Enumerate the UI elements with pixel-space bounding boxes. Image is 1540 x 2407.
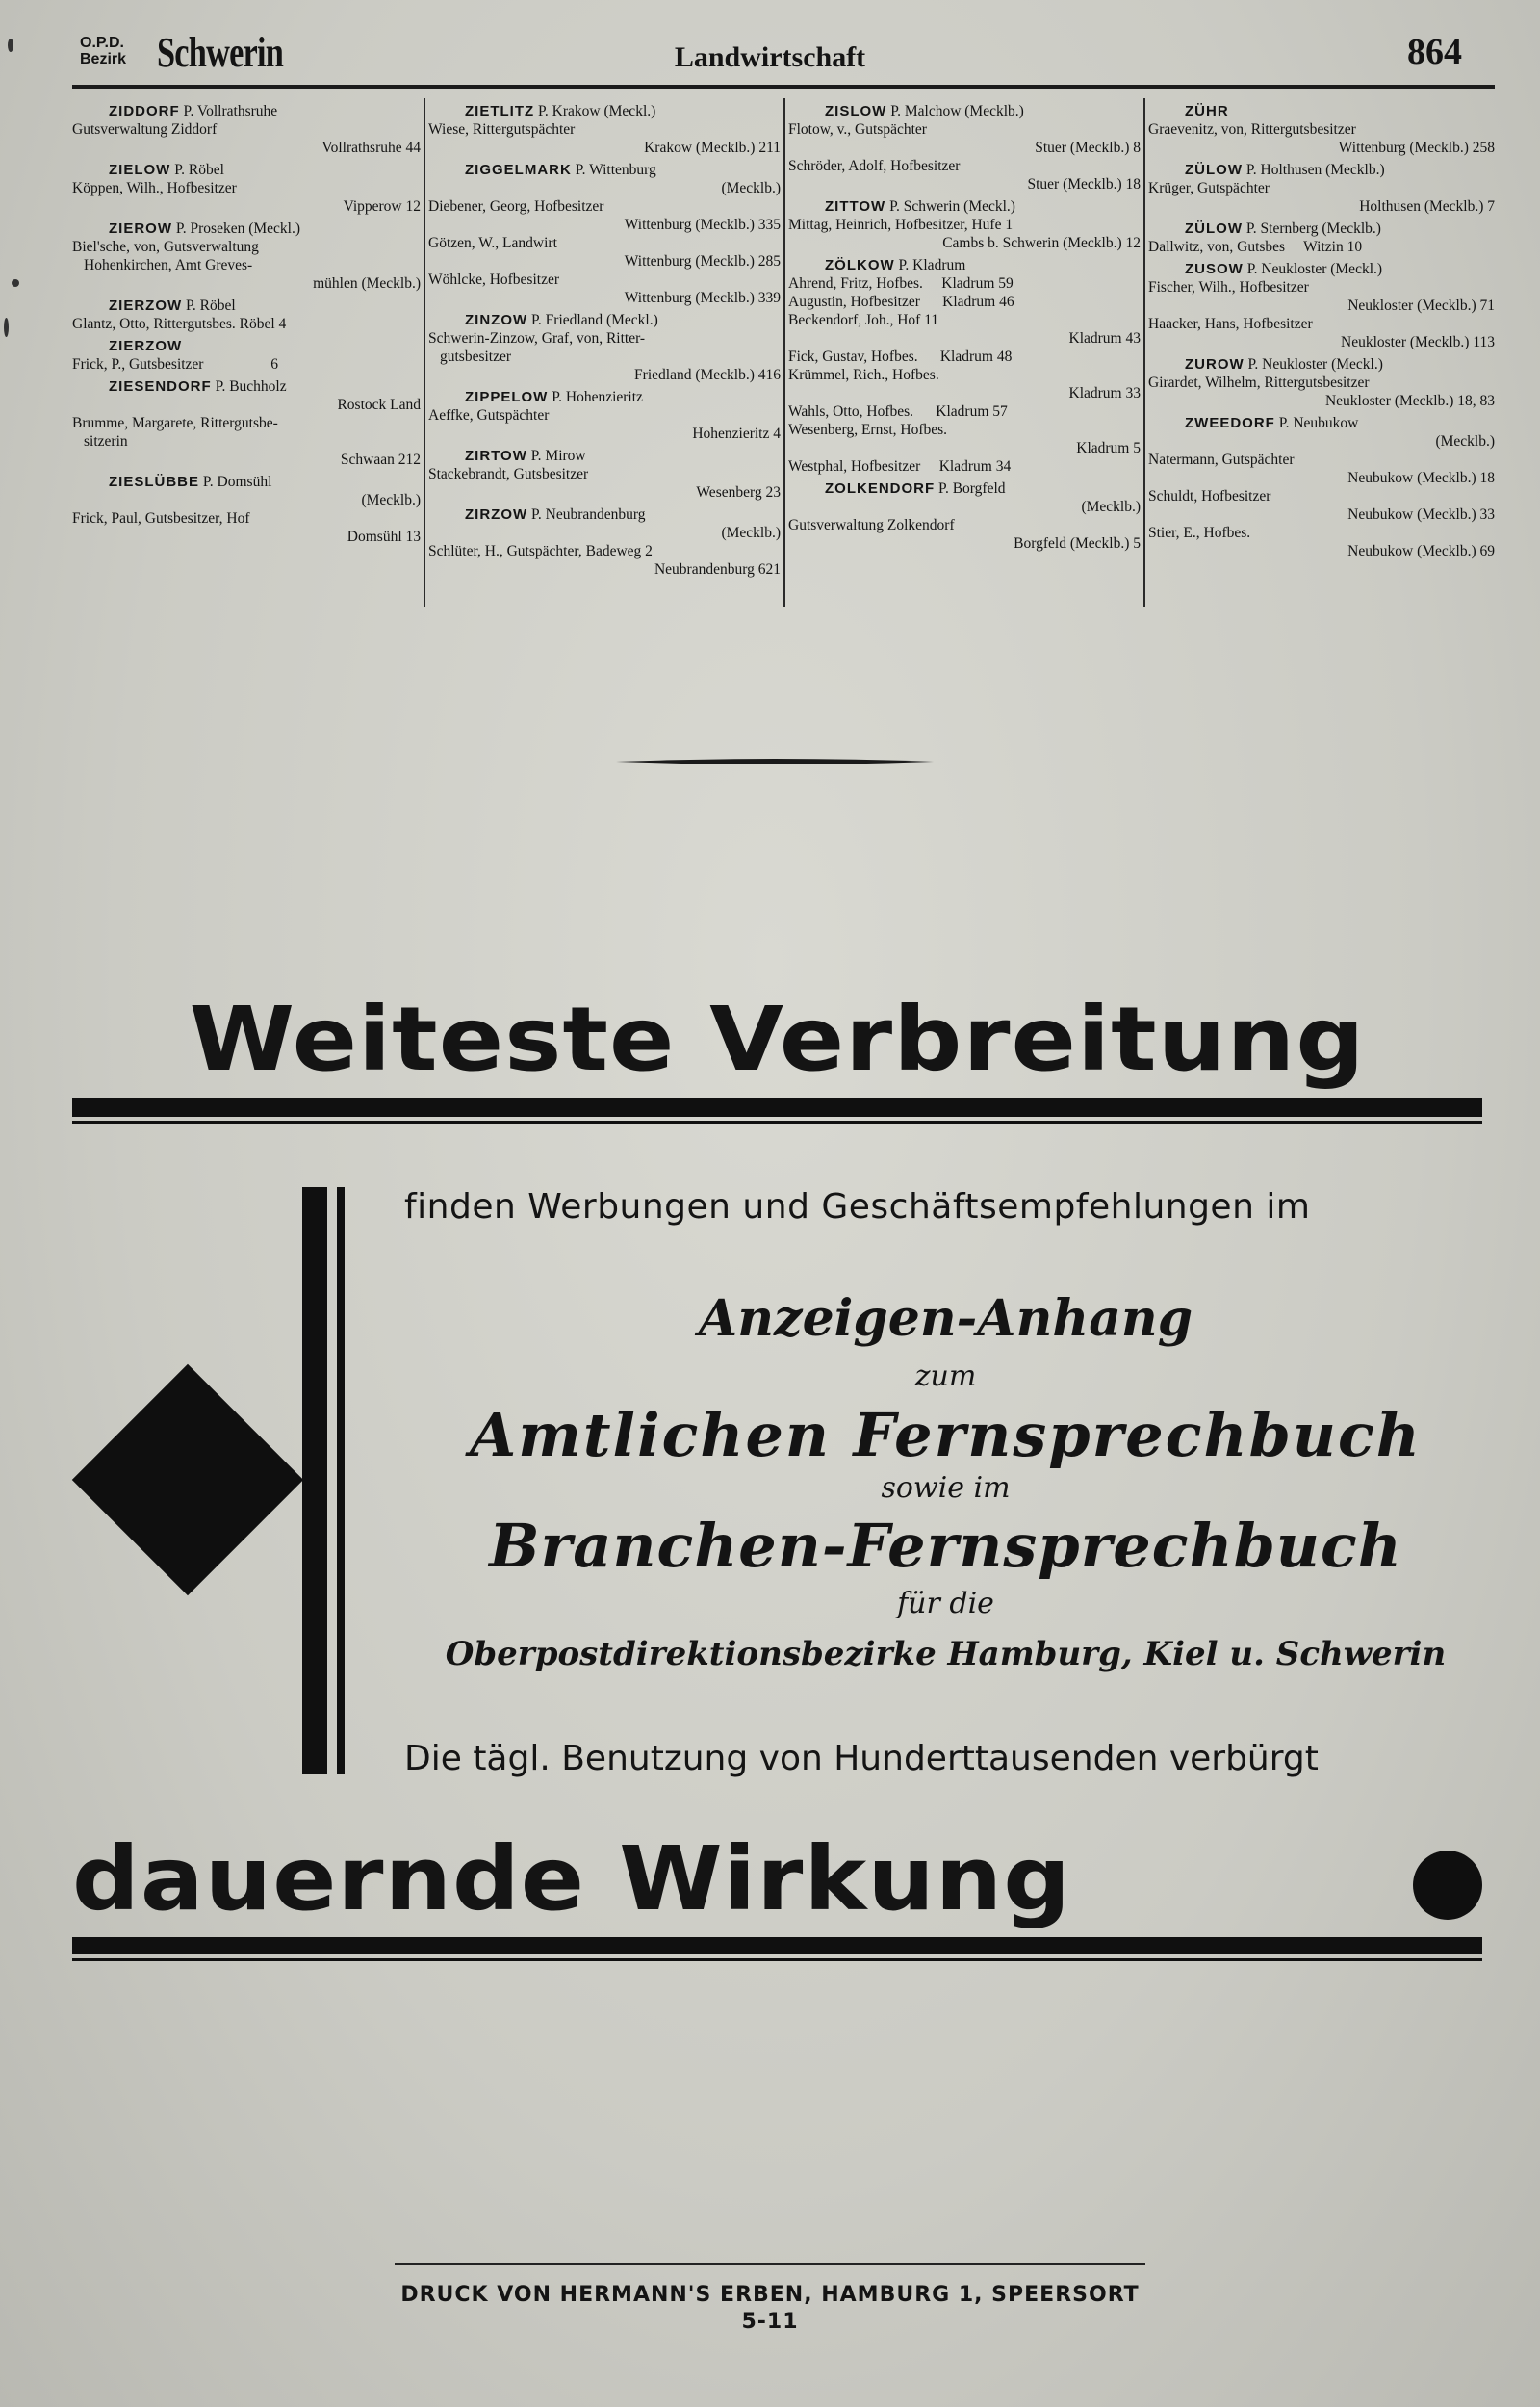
vertical-bar-thick	[302, 1187, 327, 1774]
place-name: ZINZOW	[465, 312, 528, 328]
directory-entry	[1148, 487, 1495, 524]
post-office: P. Vollrathsruhe	[179, 103, 278, 119]
entry-location-number: Kladrum 33	[1068, 385, 1141, 401]
directory-entry	[428, 524, 781, 542]
scan-speck	[4, 318, 9, 337]
place-heading	[1148, 220, 1495, 238]
place-name: ZIPPELOW	[465, 389, 549, 405]
place-heading	[428, 102, 781, 120]
place-name: ZUROW	[1185, 356, 1245, 373]
entry-location-number: Wesenberg 23	[696, 484, 781, 501]
entry-location-number: Neukloster (Mecklb.) 18, 83	[1324, 393, 1495, 409]
entry-location-number: Holthusen (Mecklb.) 7	[1359, 198, 1495, 215]
place-name: ZIETLITZ	[465, 103, 535, 119]
post-office: P. Sternberg (Mecklb.)	[1242, 220, 1381, 237]
place-name: ZIDDORF	[109, 103, 180, 119]
directory-entry	[428, 329, 781, 384]
entry-continuation: sitzerin	[84, 433, 128, 450]
post-office: P. Buchholz	[211, 378, 287, 395]
directory-entry	[788, 457, 1141, 476]
header-rule	[72, 85, 1495, 89]
place-name: ZÜLOW	[1185, 220, 1243, 237]
post-office: P. Neubrandenburg	[527, 506, 646, 523]
entry-name: Flotow, v., Gutspächter	[788, 121, 927, 138]
ad-bar-bottom	[72, 1937, 1482, 1954]
post-office: P. Hohenzieritz	[548, 389, 643, 405]
entry-name: Ahrend, Fritz, Hofbes. Kladrum 59	[788, 275, 1014, 292]
place-name: ZIERZOW	[109, 338, 183, 354]
directory-column	[428, 98, 781, 608]
place-heading	[428, 388, 781, 406]
entry-location-number: Hohenzieritz 4	[692, 426, 781, 442]
diamond-ornament	[72, 1364, 303, 1595]
place-heading	[72, 102, 421, 120]
place-heading	[72, 161, 421, 179]
place-heading	[1148, 355, 1495, 374]
entry-name: Glantz, Otto, Rittergutsbes. Röbel 4	[72, 316, 287, 332]
post-office: P. Mirow	[526, 448, 586, 464]
entry-location-number: Wittenburg (Mecklb.) 258	[1338, 140, 1495, 156]
directory-entry	[1148, 179, 1495, 216]
ad-line-branchen: Branchen-Fernsprechbuch	[489, 1511, 1402, 1581]
directory-entry	[788, 498, 1141, 516]
entry-location-number: Neukloster (Mecklb.) 71	[1348, 298, 1495, 314]
entry-name: Graevenitz, von, Rittergutsbesitzer	[1148, 121, 1356, 138]
entry-location-number: Rostock Land	[337, 397, 421, 413]
entry-name: Fischer, Wilh., Hofbesitzer	[1148, 279, 1309, 296]
ad-line-oberpost: Oberpostdirektionsbezirke Hamburg, Kiel u. Schwerin	[445, 1635, 1447, 1673]
place-name: ZITTOW	[825, 198, 886, 215]
directory-entry	[1148, 238, 1495, 256]
entry-location-number: Schwaan 212	[340, 452, 421, 468]
entry-name: Fick, Gustav, Hofbes. Kladrum 48	[788, 349, 1013, 365]
post-office: P. Borgfeld	[935, 480, 1006, 497]
place-heading	[788, 102, 1141, 120]
entry-name: Wöhlcke, Hofbesitzer	[428, 272, 559, 288]
ad-bar-top	[72, 1098, 1482, 1117]
place-heading	[788, 197, 1141, 216]
entry-name: Augustin, Hofbesitzer Kladrum 46	[788, 294, 1014, 310]
entry-name: Brumme, Margarete, Rittergutsbe-	[72, 415, 278, 431]
entry-name: Haacker, Hans, Hofbesitzer	[1148, 316, 1313, 332]
directory-entry	[788, 421, 1141, 457]
entry-location-number: Neubukow (Mecklb.) 18	[1348, 470, 1495, 486]
place-heading	[72, 377, 421, 396]
place-heading	[428, 311, 781, 329]
entry-location-number: mühlen (Mecklb.)	[313, 275, 421, 292]
entry-name: Götzen, W., Landwirt	[428, 235, 557, 251]
directory-entry	[788, 311, 1141, 348]
entry-location-number: (Mecklb.)	[1081, 499, 1141, 515]
place-name: ZÖLKOW	[825, 257, 895, 273]
ad-bar-bottom-thin	[72, 1958, 1482, 1961]
entry-name: Diebener, Georg, Hofbesitzer	[428, 198, 604, 215]
directory-entry	[788, 402, 1141, 421]
scan-speck	[8, 39, 13, 52]
directory-entry	[72, 396, 421, 414]
bullet-dot	[1413, 1851, 1482, 1920]
place-name: ZIEROW	[109, 220, 172, 237]
place-heading	[788, 479, 1141, 498]
directory-entry	[72, 179, 421, 216]
entry-location-number: Krakow (Mecklb.) 211	[644, 140, 781, 156]
place-heading	[428, 505, 781, 524]
directory-entry	[72, 414, 421, 469]
entry-location-number: Wittenburg (Mecklb.) 285	[624, 253, 781, 270]
place-heading	[428, 447, 781, 465]
directory-entry	[428, 406, 781, 443]
entry-location-number: Friedland (Mecklb.) 416	[634, 367, 781, 383]
entry-name: Wesenberg, Ernst, Hofbes.	[788, 422, 948, 438]
directory-entry	[428, 234, 781, 271]
post-office: P. Krakow (Meckl.)	[534, 103, 656, 119]
place-heading	[72, 220, 421, 238]
place-name: ZWEEDORF	[1185, 415, 1275, 431]
directory-entry	[1148, 120, 1495, 157]
directory-entry	[1148, 432, 1495, 451]
directory-entry	[72, 238, 421, 293]
entry-name: Krümmel, Rich., Hofbes.	[788, 367, 939, 383]
ad-line-taegl: Die tägl. Benutzung von Hunderttausenden verbürgt	[404, 1739, 1319, 1778]
place-heading	[72, 297, 421, 315]
post-office: P. Schwerin (Meckl.)	[886, 198, 1015, 215]
scan-speck	[12, 279, 19, 287]
post-office: P. Proseken (Meckl.)	[172, 220, 301, 237]
directory-entry	[72, 509, 421, 546]
entry-name: Beckendorf, Joh., Hof 11	[788, 312, 939, 328]
opd-line1: O.P.D.	[80, 35, 124, 51]
entry-name: Gutsverwaltung Ziddorf	[72, 121, 218, 138]
entry-location-number: Domsühl 13	[346, 529, 421, 545]
directory-entry	[1148, 451, 1495, 487]
post-office: P. Kladrum	[894, 257, 966, 273]
place-heading	[72, 337, 421, 355]
directory-entry	[428, 465, 781, 502]
printer-imprint: DRUCK VON HERMANN'S ERBEN, HAMBURG 1, SPEERSORT 5-11	[400, 2283, 1140, 2334]
page-number: 864	[1407, 32, 1462, 72]
place-heading	[428, 161, 781, 179]
entry-name: Schröder, Adolf, Hofbesitzer	[788, 158, 961, 174]
entry-location-number: (Mecklb.)	[1435, 433, 1495, 450]
entry-location-number: Neubukow (Mecklb.) 69	[1348, 543, 1495, 559]
directory-columns	[72, 98, 1495, 608]
place-name: ZIRTOW	[465, 448, 527, 464]
page-header	[72, 27, 1468, 89]
entry-location-number: Cambs b. Schwerin (Mecklb.) 12	[942, 235, 1141, 251]
directory-entry	[1148, 315, 1495, 351]
ad-line-fuer: für die	[897, 1587, 994, 1620]
entry-location-number: Kladrum 43	[1068, 330, 1141, 347]
entry-location-number: (Mecklb.)	[361, 492, 421, 508]
directory-entry	[788, 293, 1141, 311]
entry-name: Girardet, Wilhelm, Rittergutsbesitzer	[1148, 375, 1370, 391]
directory-column	[1148, 98, 1495, 608]
place-name: ZÜHR	[1185, 103, 1229, 119]
place-name: ZIRZOW	[465, 506, 528, 523]
place-heading	[1148, 260, 1495, 278]
place-heading	[1148, 161, 1495, 179]
entry-name: Schlüter, H., Gutspächter, Badeweg 2	[428, 543, 653, 559]
post-office: P. Wittenburg	[571, 162, 656, 178]
ad-line-finden: finden Werbungen und Geschäftsempfehlungen im	[404, 1187, 1311, 1227]
entry-location-number: Kladrum 5	[1076, 440, 1141, 456]
directory-entry	[428, 179, 781, 197]
directory-entry	[788, 274, 1141, 293]
entry-location-number: Wittenburg (Mecklb.) 335	[624, 217, 781, 233]
entry-continuation: gutsbesitzer	[440, 349, 512, 365]
entry-continuation: Hohenkirchen, Amt Greves-	[84, 257, 253, 273]
place-heading	[1148, 414, 1495, 432]
post-office: P. Röbel	[182, 298, 236, 314]
entry-name: Natermann, Gutspächter	[1148, 452, 1295, 468]
entry-name: Frick, P., Gutsbesitzer 6	[72, 356, 278, 373]
footer-rule	[395, 2263, 1145, 2265]
place-name: ZOLKENDORF	[825, 480, 936, 497]
directory-entry	[72, 120, 421, 157]
post-office: P. Neubukow	[1274, 415, 1359, 431]
post-office: P. Friedland (Meckl.)	[527, 312, 658, 328]
directory-entry	[788, 157, 1141, 194]
entry-name: Schuldt, Hofbesitzer	[1148, 488, 1271, 505]
place-heading	[72, 473, 421, 491]
directory-entry	[788, 366, 1141, 402]
post-office: P. Malchow (Mecklb.)	[886, 103, 1024, 119]
entry-location-number: Neubukow (Mecklb.) 33	[1348, 506, 1495, 523]
directory-entry	[72, 491, 421, 509]
directory-entry	[72, 355, 421, 374]
entry-name: Frick, Paul, Gutsbesitzer, Hof	[72, 510, 250, 527]
entry-name: Stier, E., Hofbes.	[1148, 525, 1251, 541]
post-office: P. Neukloster (Meckl.)	[1244, 356, 1383, 373]
directory-entry	[428, 542, 781, 579]
entry-name: Wahls, Otto, Hofbes. Kladrum 57	[788, 403, 1008, 420]
entry-location-number: Stuer (Mecklb.) 18	[1027, 176, 1141, 193]
entry-location-number: (Mecklb.)	[721, 525, 781, 541]
post-office: P. Holthusen (Mecklb.)	[1242, 162, 1385, 178]
entry-location-number: Neukloster (Mecklb.) 113	[1341, 334, 1495, 350]
post-office: P. Röbel	[170, 162, 224, 178]
opd-line2: Bezirk	[80, 51, 127, 67]
ad-line-zum: zum	[914, 1359, 977, 1393]
post-office: P. Neukloster (Meckl.)	[1243, 261, 1383, 277]
place-name: ZIERZOW	[109, 298, 183, 314]
directory-entry	[788, 516, 1141, 553]
entry-location-number: Vipperow 12	[343, 198, 421, 215]
directory-column	[788, 98, 1141, 608]
ornament-rule	[616, 758, 934, 765]
ad-line-amtlichen: Amtlichen Fernsprechbuch	[470, 1400, 1422, 1470]
directory-entry	[788, 348, 1141, 366]
entry-location-number: Borgfeld (Mecklb.) 5	[1014, 535, 1141, 552]
entry-name: Gutsverwaltung Zolkendorf	[788, 517, 955, 533]
place-name: ZUSOW	[1185, 261, 1244, 277]
directory-entry	[788, 216, 1141, 252]
entry-name: Biel'sche, von, Gutsverwaltung	[72, 239, 259, 255]
entry-location-number: Neubrandenburg 621	[654, 561, 781, 578]
entry-name: Wiese, Rittergutspächter	[428, 121, 576, 138]
entry-location-number: Wittenburg (Mecklb.) 339	[624, 290, 781, 306]
vertical-bar-thin	[337, 1187, 345, 1774]
entry-location-number: (Mecklb.)	[721, 180, 781, 196]
entry-name: Krüger, Gutspächter	[1148, 180, 1270, 196]
ad-headline: Weiteste Verbreitung	[189, 988, 1366, 1091]
entry-name: Westphal, Hofbesitzer Kladrum 34	[788, 458, 1012, 475]
directory-entry	[1148, 524, 1495, 560]
entry-name: Aeffke, Gutspächter	[428, 407, 550, 424]
entry-name: Mittag, Heinrich, Hofbesitzer, Hufe 1	[788, 217, 1014, 233]
place-name: ZIELOW	[109, 162, 171, 178]
district-city: Schwerin	[157, 29, 284, 76]
post-office: P. Domsühl	[199, 474, 272, 490]
place-name: ZISLOW	[825, 103, 887, 119]
directory-entry	[428, 120, 781, 157]
directory-entry	[1148, 278, 1495, 315]
place-name: ZÜLOW	[1185, 162, 1243, 178]
directory-entry	[1148, 374, 1495, 410]
place-name: ZIGGELMARK	[465, 162, 572, 178]
directory-entry	[72, 315, 421, 333]
entry-location-number: Vollrathsruhe 44	[321, 140, 421, 156]
place-name: ZIESENDORF	[109, 378, 212, 395]
ad-line-anzeigen: Anzeigen-Anhang	[698, 1289, 1194, 1348]
ad-bar-top-thin	[72, 1121, 1482, 1124]
place-heading	[1148, 102, 1495, 120]
ad-closing: dauernde Wirkung	[72, 1827, 1072, 1930]
entry-name: Stackebrandt, Gutsbesitzer	[428, 466, 589, 482]
place-name: ZIESLÜBBE	[109, 474, 200, 490]
directory-entry	[788, 120, 1141, 157]
place-heading	[788, 256, 1141, 274]
directory-entry	[428, 271, 781, 307]
section-title: Landwirtschaft	[674, 41, 866, 73]
entry-name: Dallwitz, von, Gutsbes Witzin 10	[1148, 239, 1363, 255]
directory-column	[72, 98, 421, 608]
directory-entry	[428, 197, 781, 234]
entry-name: Köppen, Wilh., Hofbesitzer	[72, 180, 237, 196]
entry-name: Schwerin-Zinzow, Graf, von, Ritter-	[428, 330, 646, 347]
ad-line-sowie: sowie im	[881, 1471, 1011, 1505]
entry-location-number: Stuer (Mecklb.) 8	[1035, 140, 1141, 156]
